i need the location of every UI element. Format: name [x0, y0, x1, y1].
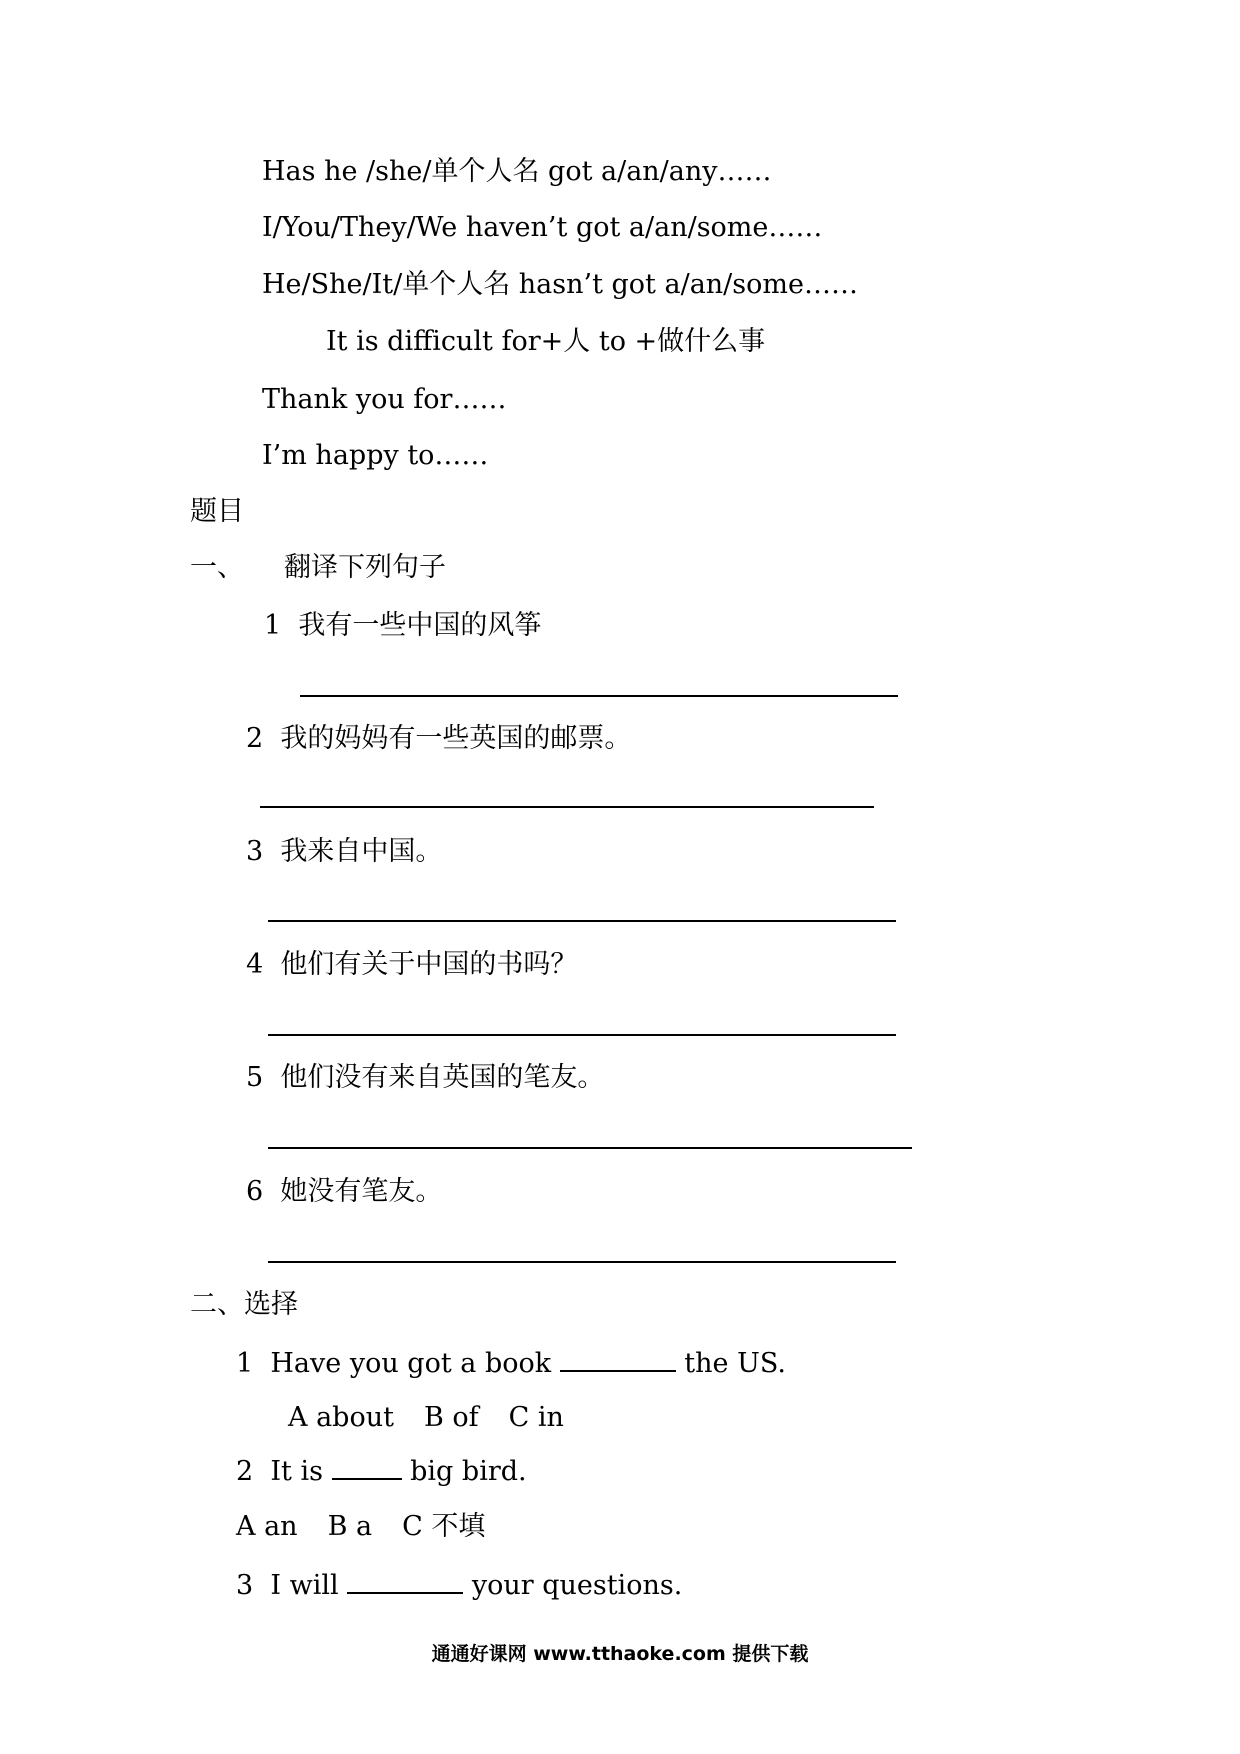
item-text: 我有一些中国的风筝 — [298, 610, 542, 641]
item-text: 我来自中国。 — [280, 836, 443, 867]
fill-blank[interactable] — [347, 1588, 463, 1594]
pattern-line-4: It is difficult for+人 to +做什么事 — [326, 326, 766, 357]
choice-question-3 — [236, 1572, 682, 1599]
choice-options-2 — [236, 1513, 485, 1540]
translate-item-1 — [264, 612, 541, 639]
translate-item-2 — [246, 725, 631, 752]
section-title: 题目 — [190, 496, 244, 527]
answer-line-4[interactable] — [268, 1034, 896, 1036]
question-text-after: big bird. — [410, 1456, 527, 1487]
translate-item-6 — [246, 1178, 442, 1205]
choice-question-2 — [236, 1458, 527, 1485]
part1-heading — [190, 554, 446, 581]
question-text-after: your questions. — [471, 1570, 683, 1601]
fill-blank[interactable] — [560, 1366, 676, 1372]
translate-item-5 — [246, 1064, 604, 1091]
fill-blank[interactable] — [332, 1474, 402, 1480]
item-text: 我的妈妈有一些英国的邮票。 — [280, 723, 632, 754]
translate-item-4 — [246, 951, 577, 978]
item-number: 1 — [264, 610, 282, 641]
choice-question-1 — [236, 1350, 786, 1377]
question-number: 1 — [236, 1348, 254, 1379]
choice-options-1 — [288, 1404, 564, 1431]
pattern-line-3: He/She/It/单个人名 hasn’t got a/an/some…… — [262, 269, 858, 300]
answer-line-1[interactable] — [300, 695, 898, 697]
answer-line-3[interactable] — [268, 920, 896, 922]
part1-heading-num: 一、 — [190, 552, 244, 583]
question-number: 3 — [236, 1570, 254, 1601]
option-c[interactable]: C in — [508, 1402, 564, 1433]
answer-line-6[interactable] — [268, 1261, 896, 1263]
item-text: 她没有笔友。 — [280, 1176, 443, 1207]
pattern-line-1: Has he /she/单个人名 got a/an/any…… — [262, 156, 772, 187]
footer-watermark: 通通好课网 www.tthaoke.com 提供下载 — [431, 1643, 809, 1665]
item-text: 他们没有来自英国的笔友。 — [280, 1062, 605, 1093]
option-c[interactable]: C 不填 — [402, 1511, 486, 1542]
pattern-line-6: I’m happy to…… — [262, 440, 489, 471]
item-text: 他们有关于中国的书吗？ — [280, 949, 578, 980]
item-number: 6 — [246, 1176, 264, 1207]
question-text-after: the US. — [684, 1348, 786, 1379]
question-text-before: Have you got a book — [270, 1348, 552, 1379]
translate-item-3 — [246, 838, 442, 865]
part1-heading-text: 翻译下列句子 — [284, 552, 446, 583]
part2-heading: 二、选择 — [190, 1289, 298, 1320]
item-number: 3 — [246, 836, 264, 867]
item-number: 2 — [246, 723, 264, 754]
item-number: 5 — [246, 1062, 264, 1093]
pattern-line-2: I/You/They/We haven’t got a/an/some…… — [262, 212, 823, 243]
option-b[interactable]: B a — [327, 1511, 373, 1542]
answer-line-2[interactable] — [260, 806, 874, 808]
question-text-before: I will — [270, 1570, 339, 1601]
option-a[interactable]: A an — [236, 1511, 298, 1542]
question-text-before: It is — [270, 1456, 323, 1487]
answer-line-5[interactable] — [268, 1147, 912, 1149]
pattern-line-5: Thank you for…… — [262, 384, 507, 415]
option-a[interactable]: A about — [288, 1402, 394, 1433]
item-number: 4 — [246, 949, 264, 980]
question-number: 2 — [236, 1456, 254, 1487]
option-b[interactable]: B of — [423, 1402, 479, 1433]
